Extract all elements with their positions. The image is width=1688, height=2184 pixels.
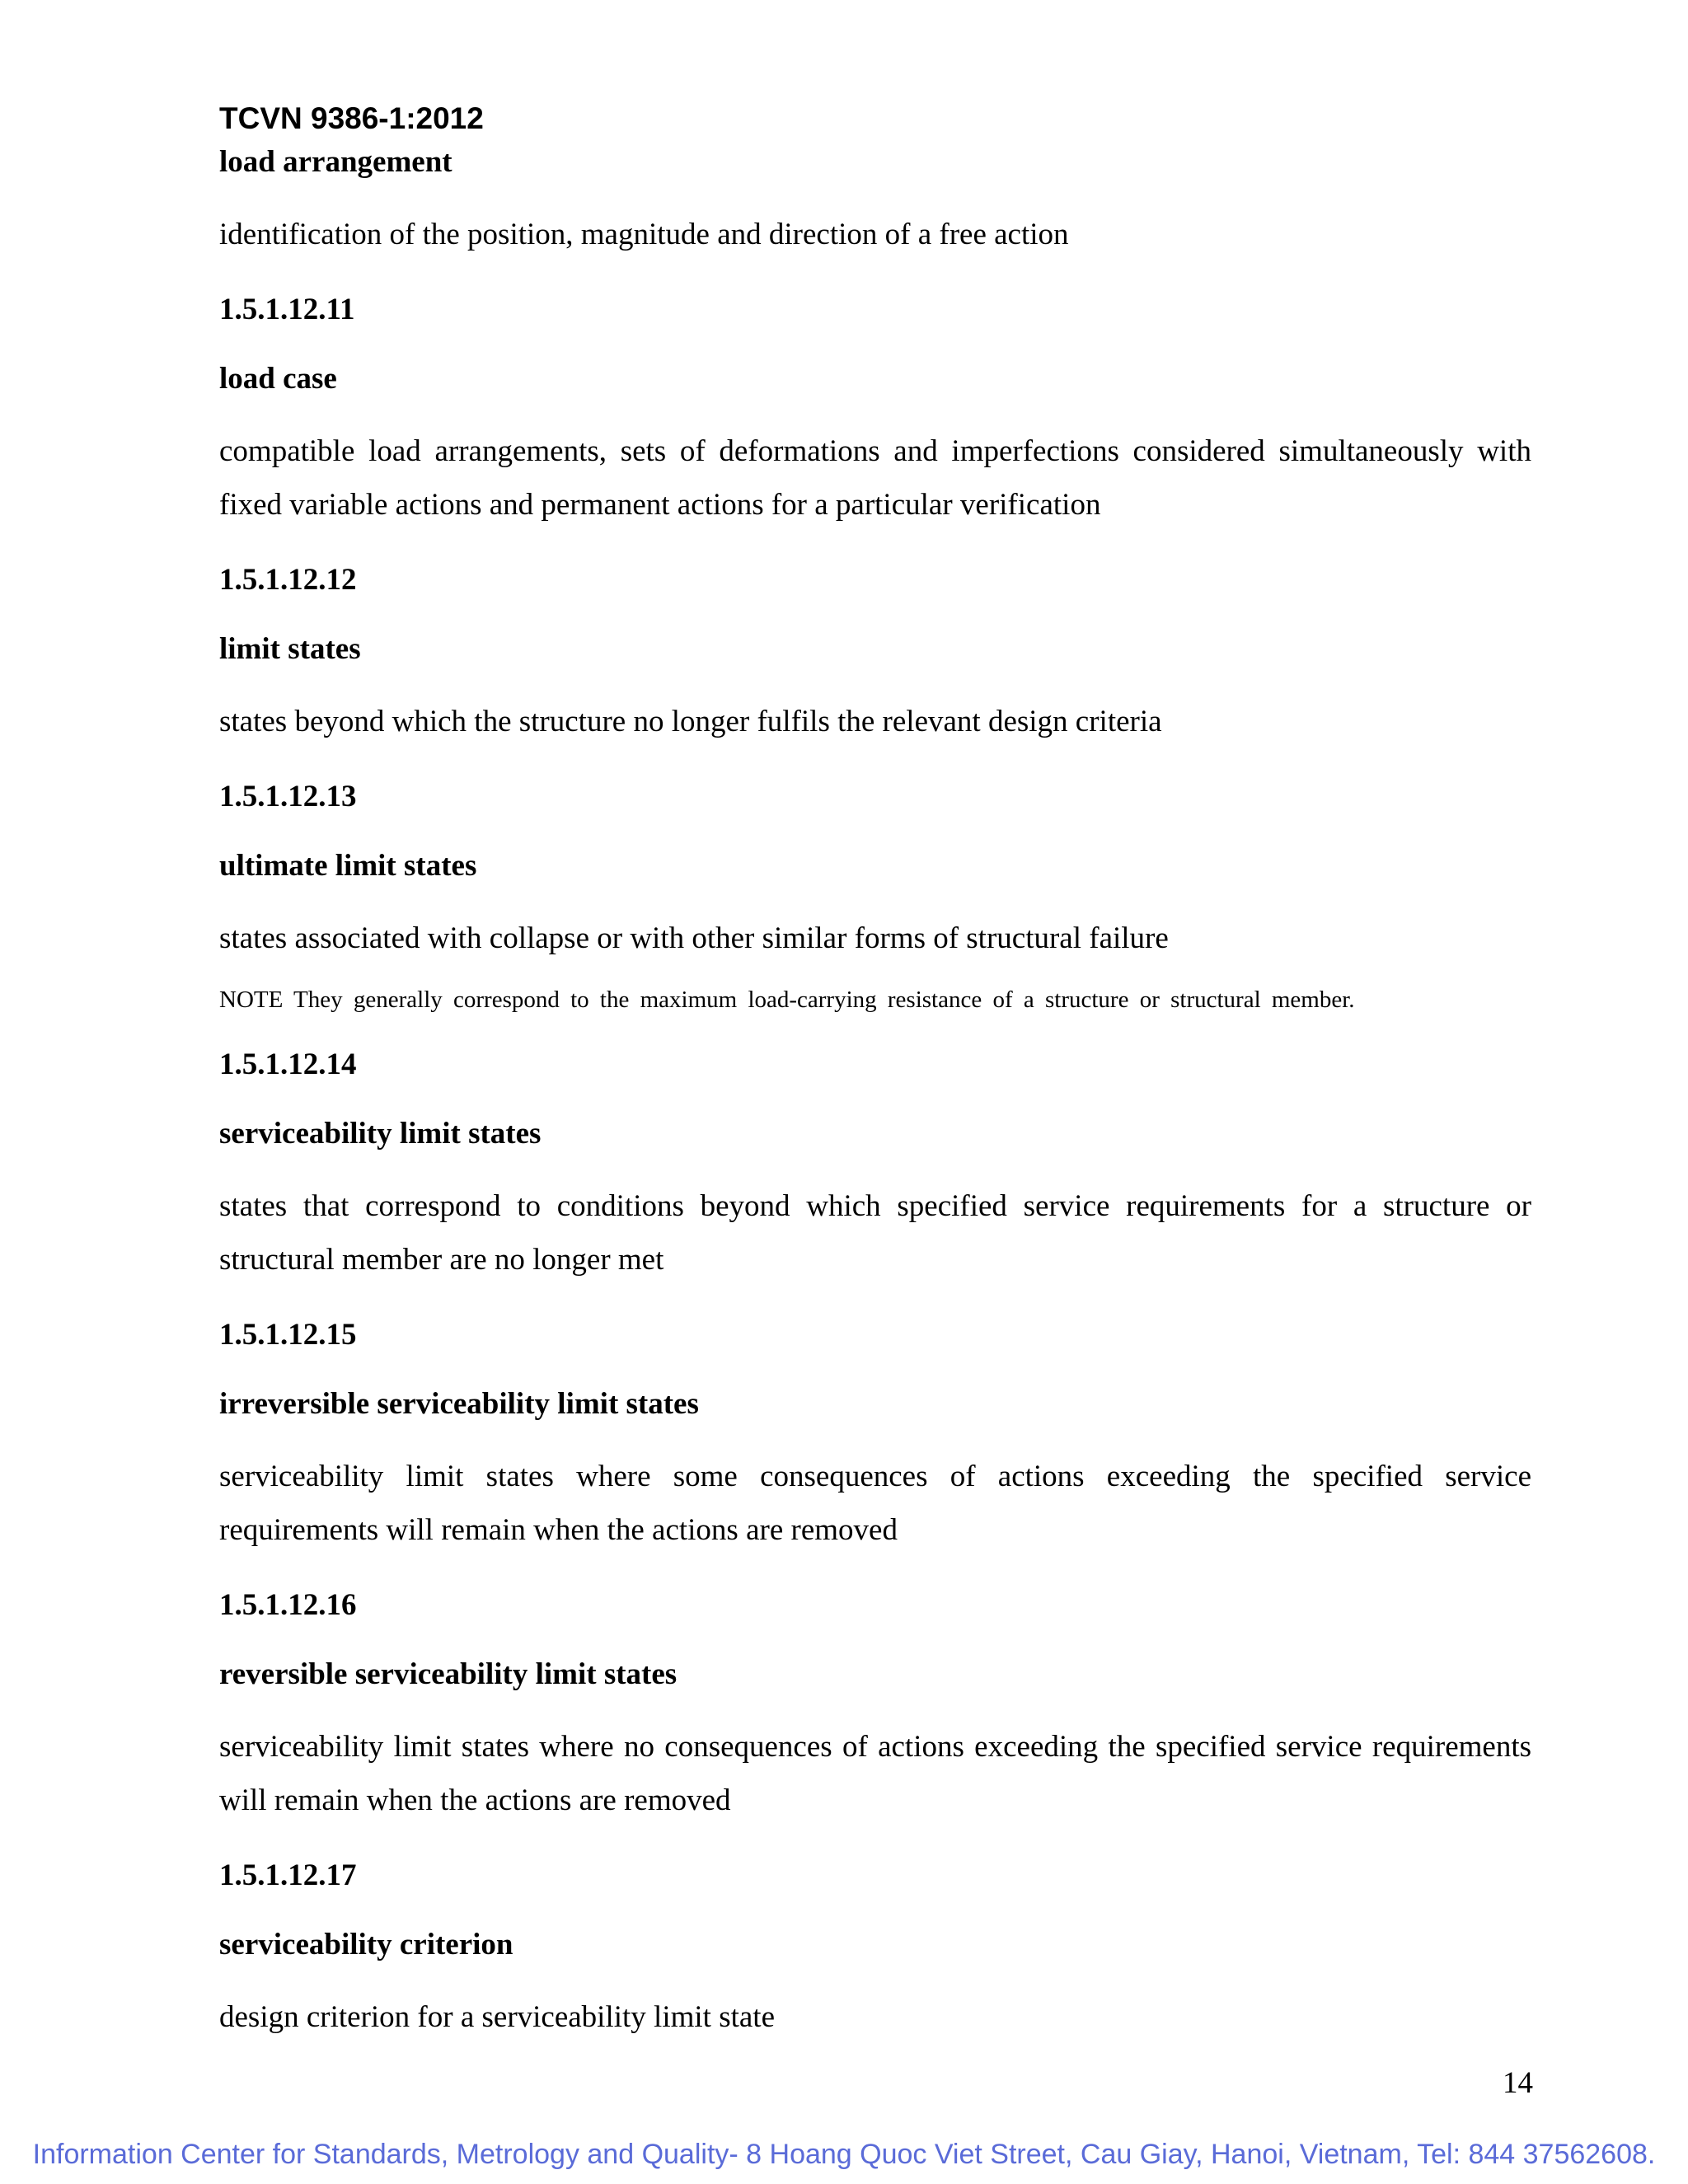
clause-number: 1.5.1.12.16	[219, 1588, 357, 1622]
definition-irreversible-serviceability-limit-states: serviceability limit states where some consequences of actions exceeding the specified service requirements will remain when the actions are removed	[219, 1460, 1531, 1547]
term-load-arrangement: load arrangement	[219, 145, 452, 179]
definition-limit-states: states beyond which the structure no longer fulfils the relevant design criteria	[219, 705, 1162, 738]
term-irreversible-serviceability-limit-states: irreversible serviceability limit states	[219, 1387, 699, 1421]
definition-load-case: compatible load arrangements, sets of deformations and imperfections considered simultaneously with fixed variable actions and permanent actions for a particular verification	[219, 434, 1531, 522]
clause-number: 1.5.1.12.15	[219, 1318, 357, 1352]
document-page	[219, 97, 1531, 2044]
definition-ultimate-limit-states: states associated with collapse or with other similar forms of structural failure	[219, 921, 1169, 955]
clause-number: 1.5.1.12.11	[219, 293, 355, 326]
page-number: 14	[1503, 2066, 1533, 2100]
clause-number: 1.5.1.12.13	[219, 780, 357, 813]
term-serviceability-criterion: serviceability criterion	[219, 1928, 513, 1961]
term-reversible-serviceability-limit-states: reversible serviceability limit states	[219, 1657, 678, 1691]
term-load-case: load case	[219, 362, 337, 396]
clause-number: 1.5.1.12.12	[219, 563, 357, 597]
clause-number: 1.5.1.12.17	[219, 1858, 357, 1892]
definition-reversible-serviceability-limit-states: serviceability limit states where no consequences of actions exceeding the specified service requirements will remain when the actions are removed	[219, 1730, 1531, 1817]
term-ultimate-limit-states: ultimate limit states	[219, 849, 477, 883]
definition-serviceability-limit-states: states that correspond to conditions beyond which specified service requirements for a structure or structural member are no longer met	[219, 1189, 1531, 1277]
note-ultimate-limit-states: NOTE They generally correspond to the maximum load-carrying resistance of a structure or structural member.	[219, 987, 1355, 1013]
definition-load-arrangement: identification of the position, magnitude and direction of a free action	[219, 218, 1069, 251]
definition-serviceability-criterion: design criterion for a serviceability limit state	[219, 2000, 776, 2034]
footer-publisher-info: Information Center for Standards, Metrology and Quality- 8 Hoang Quoc Viet Street, Cau Giay, Hanoi, Vietnam, Tel: 844 37562608.	[32, 2139, 1656, 2170]
document-code: TCVN 9386-1:2012	[219, 101, 484, 135]
clause-number: 1.5.1.12.14	[219, 1047, 357, 1081]
term-limit-states: limit states	[219, 632, 361, 666]
term-serviceability-limit-states: serviceability limit states	[219, 1117, 542, 1151]
